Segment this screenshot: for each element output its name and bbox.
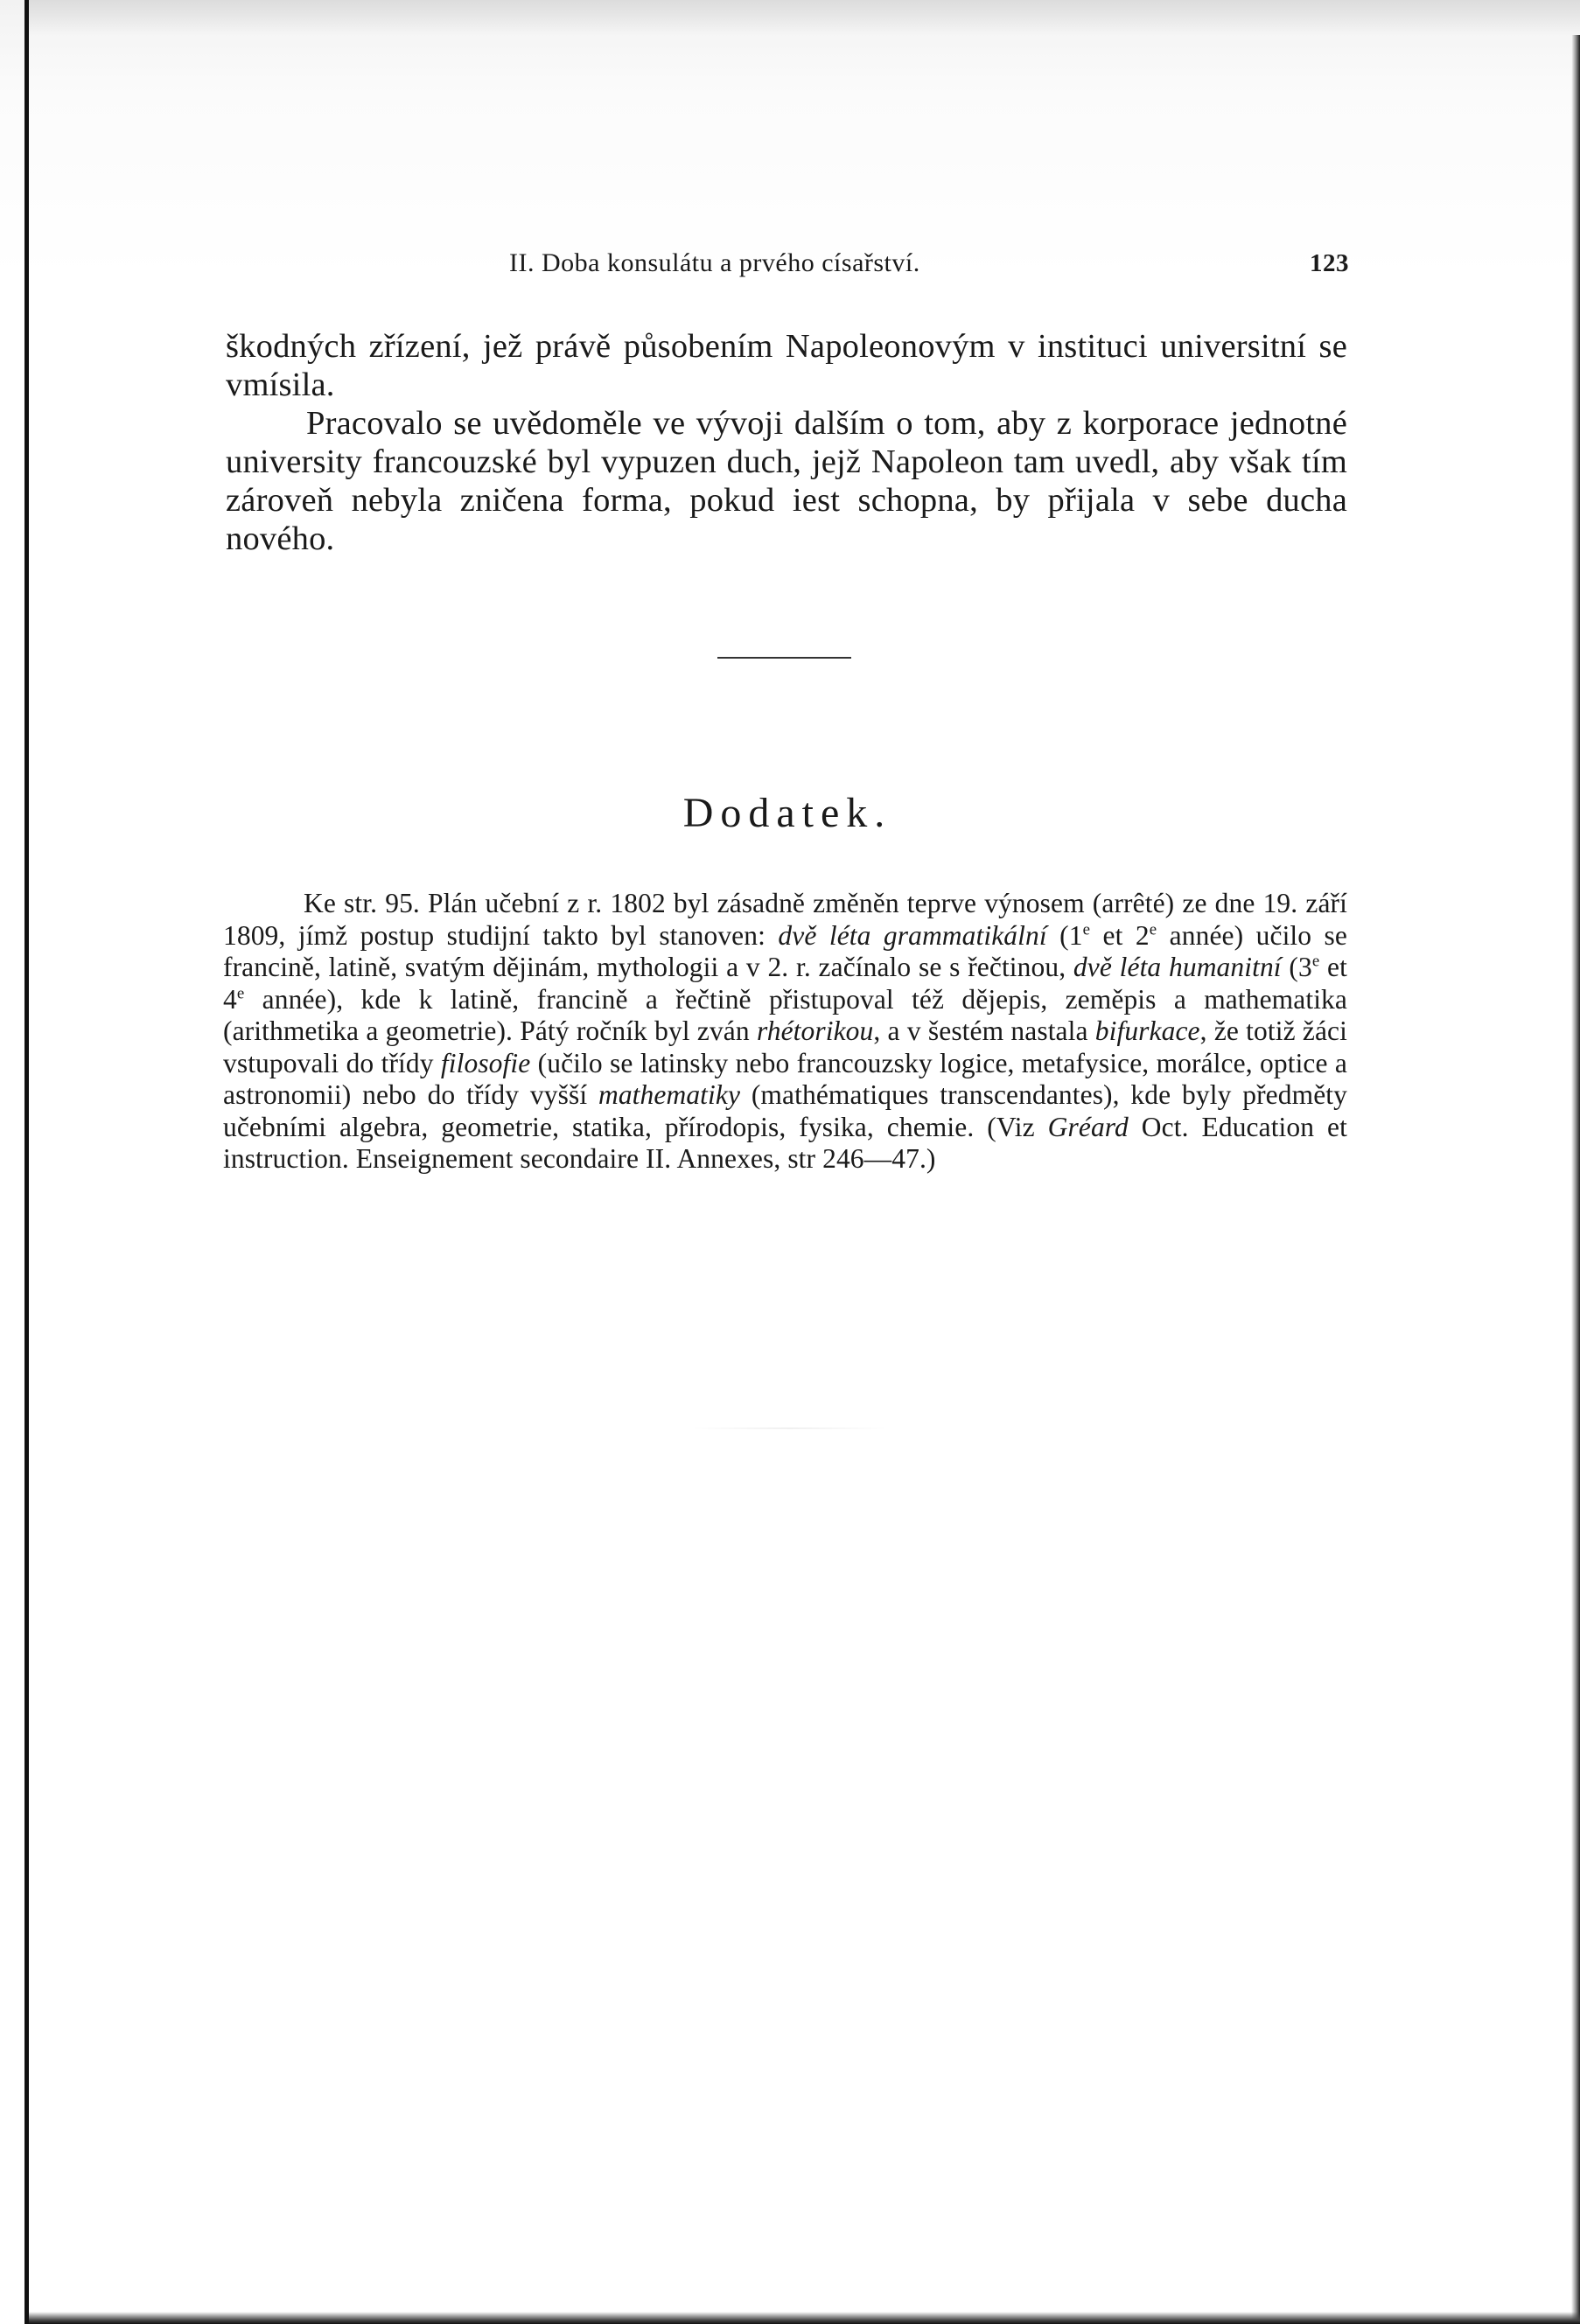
appendix-note <box>223 888 1347 1176</box>
paragraph: Pracovalo se uvědoměle ve vývoji dalším o tom, aby z korporace jednotné university francouzské byl vypuzen duch, jejž Napoleon tam uvedl, aby však tím zároveň nebyla zničena forma, pokud iest schopna, by přijala v sebe ducha nového. <box>226 405 1347 557</box>
italic-term: rhétorikou <box>756 1015 874 1046</box>
section-divider <box>717 657 851 659</box>
italic-term: mathematiky <box>598 1079 741 1110</box>
note-text: année), kde k latině, francině a řečtině přistupoval též dějepis, zeměpis a mathematika (arithmetika a geometrie). Pátý ročník byl zván <box>223 983 1347 1046</box>
scan-right-edge <box>1571 35 1580 2324</box>
note-text: , že totiž žáci vstupovali do třídy <box>223 1015 1347 1078</box>
faint-show-through <box>691 1427 888 1429</box>
scan-bottom-edge <box>29 2312 1580 2324</box>
note-text: (3 <box>1281 952 1312 982</box>
scan-left-edge <box>24 0 29 2324</box>
superscript: e <box>236 984 245 1002</box>
note-paragraph <box>223 888 1347 1176</box>
superscript: e <box>1082 920 1091 939</box>
italic-term: bifurkace <box>1094 1015 1200 1046</box>
italic-term: filosofie <box>440 1047 531 1078</box>
superscript: e <box>1311 952 1320 971</box>
page-number: 123 <box>1310 249 1349 277</box>
note-text: et 2 <box>1090 919 1150 951</box>
running-title: II. Doba konsulátu a prvého císařství. <box>509 248 920 277</box>
scan-top-shade <box>29 0 1580 35</box>
note-text: (učilo se latinsky nebo francouzsky logice, metafysice, morálce, optice a astronomii) nebo do třídy vyšší <box>223 1047 1347 1110</box>
body-text <box>226 327 1347 558</box>
note-text: (1 <box>1046 919 1083 951</box>
note-text: , a v šestém nastala <box>873 1015 1095 1046</box>
appendix-heading: Dodatek. <box>682 790 892 836</box>
note-text: et 4 <box>223 952 1347 1015</box>
superscript: e <box>1149 920 1157 939</box>
note-text: Oct. Education et instruction. Enseignement secondaire II. Annexes, str 246—47.) <box>223 1111 1347 1174</box>
italic-term: dvě léta grammatikální <box>778 919 1047 951</box>
running-header <box>509 248 1349 287</box>
note-text: année) učilo se francině, latině, svatým dějinám, mythologii a v 2. r. začínalo se s řečtinou, <box>223 919 1347 982</box>
note-text: (mathématiques transcendantes), kde byly předměty učebními algebra, geometrie, statika, přírodopis, fysika, chemie. (Viz <box>223 1079 1347 1142</box>
note-text: Ke str. 95. Plán učební z r. 1802 byl zásadně změněn teprve výnosem (arrêté) ze dne 19. září 1809, jímž postup studijní takto byl stanoven: <box>223 888 1347 951</box>
italic-term: Gréard <box>1047 1111 1129 1142</box>
paragraph: škodných zřízení, jež právě působením Napoleonovým v instituci universitní se vmísila. <box>226 328 1347 403</box>
italic-term: dvě léta humanitní <box>1073 952 1282 982</box>
